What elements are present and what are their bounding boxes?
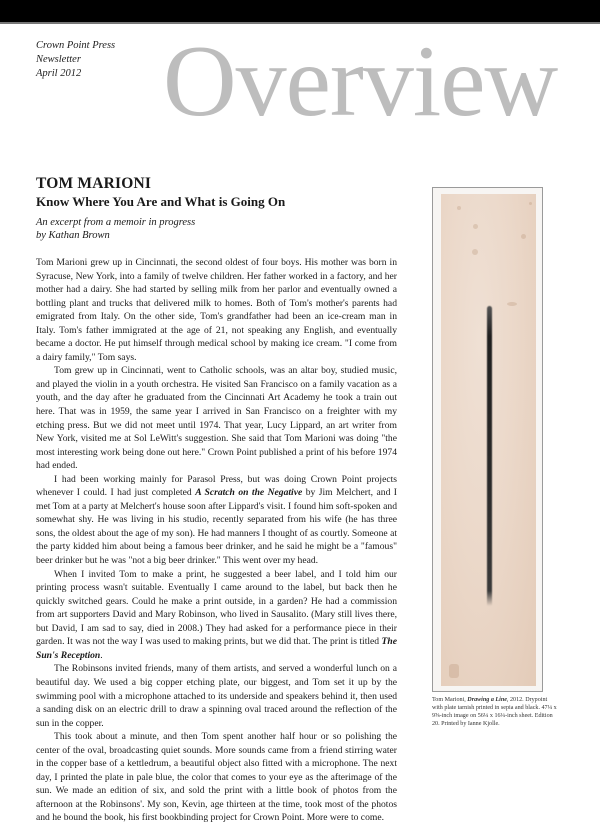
article-body [36, 256, 397, 825]
paragraph: Tom Marioni grew up in Cincinnati, the second oldest of four boys. His mother was born in Syracuse, New York, into a family of twelve children. Her father worked in a factory, and her mother had a dairy. She had started by selling milk from her parlor and eventually owned a bottling plant and trucks that delivered milk to homes. Both of Tom's mother's parents had emigrated from Italy. On the other side, Tom's grandfather had been an ice-cream man in Italy. Tom's father immigrated at the age of 21, not speaking any English, and eventually became a doctor. He put himself through medical school by making ice cream. "I come from a dairy family," Tom says. [36, 257, 397, 363]
paragraph: The Robinsons invited friends, many of them artists, and served a wonderful lunch on a beautiful day. We used a big copper etching plate, our biggest, and Tom set it up by the swimming pool with a microphone attached to its underside and speakers behind it, then used a sanding disk on an electric drill to draw a spinning oval traced around the reflection of the sun in the copper. [36, 663, 397, 729]
artwork-caption [432, 696, 557, 728]
paragraph: Tom grew up in Cincinnati, went to Catholic schools, was an altar boy, studied music, and played the violin in a youth orchestra. He visited San Francisco on a family vacation as a youth, and the day after he graduated from the Cincinnati Art Academy he took a train out here. That was in 1959, the same year I arrived in San Francisco on a freighter with my etching press. But we did not meet until 1974. That year, Lucy Lippard, an art writer from New York, visited me at Sol LeWitt's suggestion. She said that Tom Marioni was doing "the most interesting work being done out here." Crown Point published a print of his before 1974 had ended. [36, 365, 397, 472]
article-title: TOM MARIONI [36, 175, 152, 192]
artwork-title-reference: The Sun's Reception [36, 636, 397, 661]
publication-type: Newsletter [36, 54, 81, 65]
issue-date: April 2012 [36, 68, 82, 79]
stain-mark [507, 302, 517, 306]
top-black-bar [0, 0, 600, 24]
publisher-name: Crown Point Press [36, 40, 116, 51]
drawn-line [487, 306, 492, 606]
paragraph-text: by Jim Melchert, and I met Tom at a party at Melchert's house soon after Lippard's visit. I found him soft-spoken and somewhat shy. He was living in his studio, recently separated from his wife (he has three sons, the oldest about the age of my son). He had manners I thought of as courtly. Someone at the party kidded him about being a famous beer drinker, and he said he might be a "famous" beer drinker but he was "not a big beer drinker." This went over my head. [36, 487, 397, 567]
paragraph-text: When I invited Tom to make a print, he suggested a beer label, and I told him our printing process wasn't suitable. Eventually I came around to the label, but back then he quickly switched gears. Could he make a print outside, in a garden? He had a commission from art supporters David and Mary Robinson, who lived in Sausalito. (Mary still lives there, but David, I am sad to say, died in 2008.) They had asked for a performance piece in their garden. It was not the way I was used to making prints, but we did that. The print is titled [36, 568, 397, 648]
stain-mark [473, 224, 478, 229]
stain-mark [521, 234, 526, 239]
paragraph-text: I had been working mainly for Parasol Press, but was doing Crown Point projects whenever I could. I had just completed [36, 473, 397, 499]
caption-title: Drawing a Line [467, 697, 507, 703]
article-subtitle: Know Where You Are and What is Going On [36, 194, 286, 209]
stain-mark [472, 249, 478, 255]
artwork-title-reference: A Scratch on the Negative [195, 487, 303, 499]
caption-artist: Tom Marioni, [432, 697, 468, 703]
stain-mark [457, 206, 461, 210]
masthead [36, 39, 115, 81]
paragraph [36, 568, 397, 663]
artwork-image [432, 187, 543, 692]
newsletter-title: Overview [163, 25, 558, 138]
article-dek [36, 216, 397, 242]
dek-excerpt-line: An excerpt from a memoir in progress [36, 217, 196, 228]
caption-details: , 2012. Drypoint with plate tarnish printed in sepia and black. 47¼ x 9⅝-inch image on 56¼ x 16¼-inch sheet. Edition 20. Printed by Ianne Kjolle. [432, 697, 557, 727]
article [36, 175, 397, 825]
byline: by Kathan Brown [36, 230, 110, 241]
paragraph: This took about a minute, and then Tom spent another half hour or so polishing the center of the oval, broadcasting quiet sounds. More sounds came from a friend stirring water in the copper base of a kettledrum, a beautiful object also fitted with a microphone. The next day, I printed the plate in pale blue, the color that comes to your eye as the afterimage of the sun. We made an edition of six, and sold the print with a little book of photos from the afternoon at the Robinsons'. My son, Kevin, age thirteen at the time, took most of the photos and he bound the book, his first bookbinding project for Crown Point. More were to come. [36, 731, 397, 824]
stain-mark [449, 664, 459, 678]
paragraph [36, 473, 397, 568]
stain-mark [529, 202, 532, 205]
drypoint-print [441, 194, 536, 686]
paragraph-text: . [100, 649, 103, 661]
